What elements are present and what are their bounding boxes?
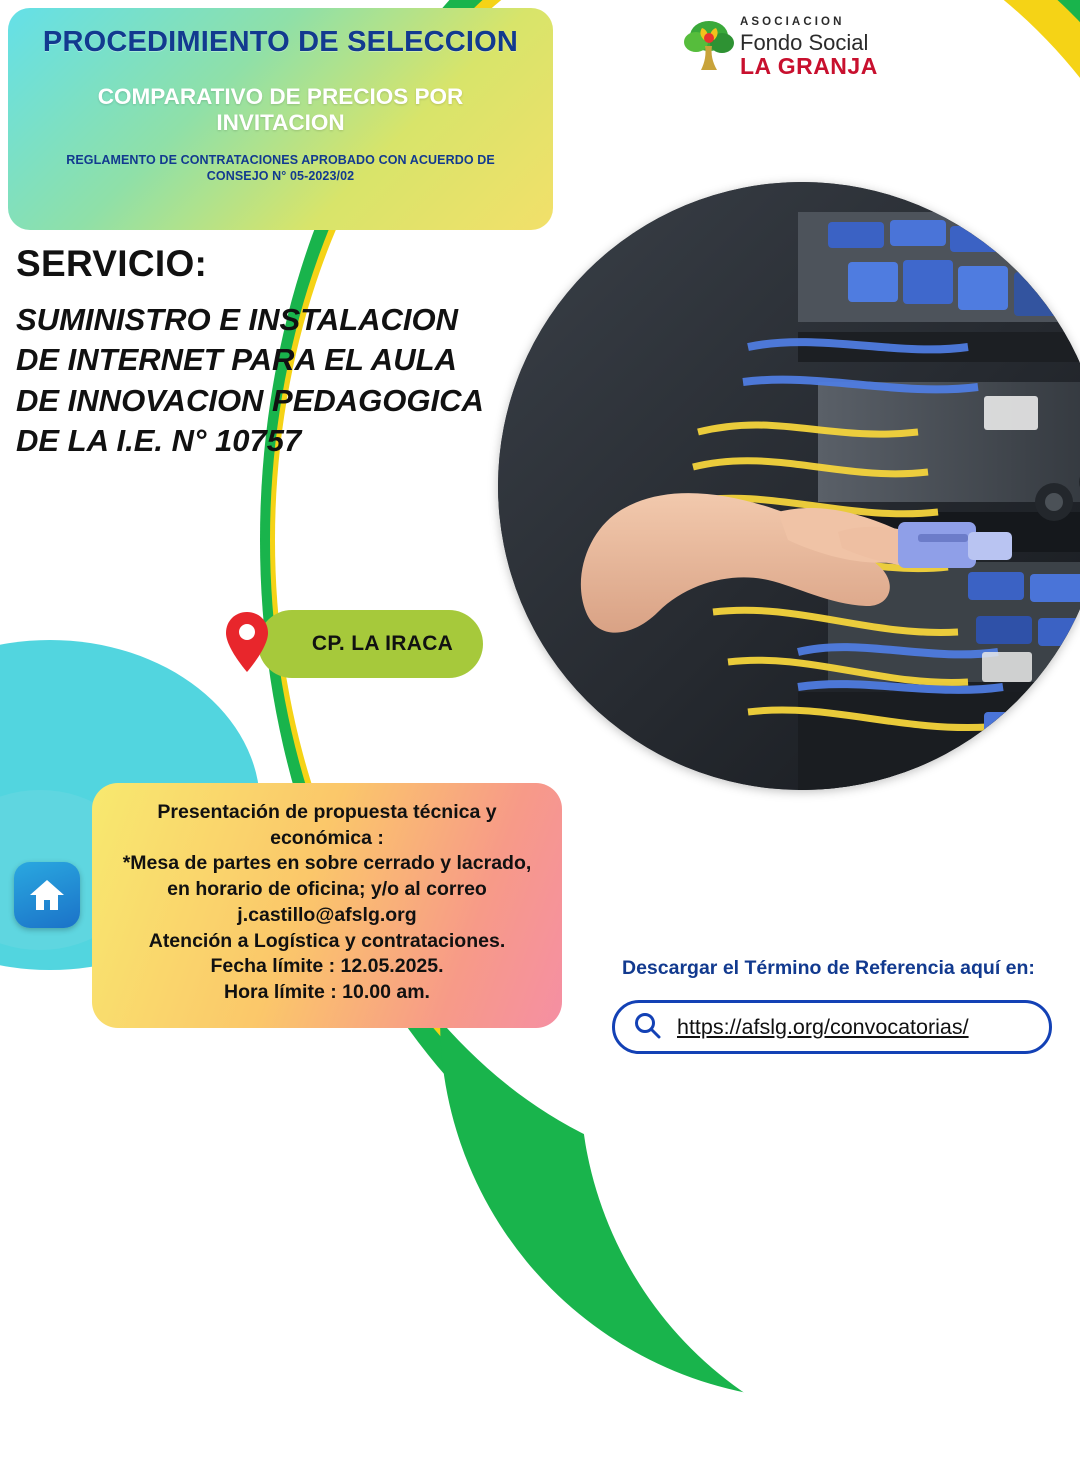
page-title: PROCEDIMIENTO DE SELECCION [42, 26, 519, 58]
header-panel [8, 8, 553, 230]
page-subtitle: COMPARATIVO DE PRECIOS POR INVITACION [97, 84, 464, 136]
map-pin-icon [224, 610, 270, 674]
logo-text-block [740, 12, 878, 78]
logo-line-3: LA GRANJA [740, 53, 878, 80]
contact-email: j.castillo@afslg.org [237, 903, 417, 926]
service-label: SERVICIO: [16, 243, 208, 284]
search-icon [633, 1011, 661, 1044]
deadline-date: Fecha límite : 12.05.2025. [210, 955, 444, 978]
url-bar[interactable] [612, 1000, 1052, 1054]
location-label: CP. LA IRACA [311, 632, 454, 655]
info-line-1: Presentación de propuesta técnica y económica : [157, 801, 497, 849]
service-description: SUMINISTRO E INSTALACION DE INTERNET PARA EL AULA DE INNOVACION PEDAGOGICA DE LA I.E. N° 10757 [16, 302, 483, 458]
logo-line-1: ASOCIACION [740, 16, 845, 28]
convocatorias-url[interactable]: https://afslg.org/convocatorias/ [677, 1014, 969, 1039]
download-label: Descargar el Término de Referencia aquí en: [622, 957, 1035, 979]
organization-logo [680, 10, 895, 80]
logo-line-2: Fondo Social [740, 30, 869, 55]
info-line-4: Atención a Logística y contrataciones. [148, 929, 506, 952]
location-badge [258, 610, 483, 678]
home-icon [14, 862, 80, 928]
info-line-2: *Mesa de partes en sobre cerrado y lacrado, en horario de oficina; y/o al correo [122, 852, 532, 901]
deadline-time: Hora límite : 10.00 am. [224, 981, 430, 1004]
submission-info-card [92, 783, 562, 1028]
regulation-note: REGLAMENTO DE CONTRATACIONES APROBADO CON ACUERDO DE CONSEJO N° 05-2023/02 [66, 153, 495, 183]
fiber-optic-photo [498, 182, 1080, 790]
tree-logo-icon [680, 16, 738, 74]
